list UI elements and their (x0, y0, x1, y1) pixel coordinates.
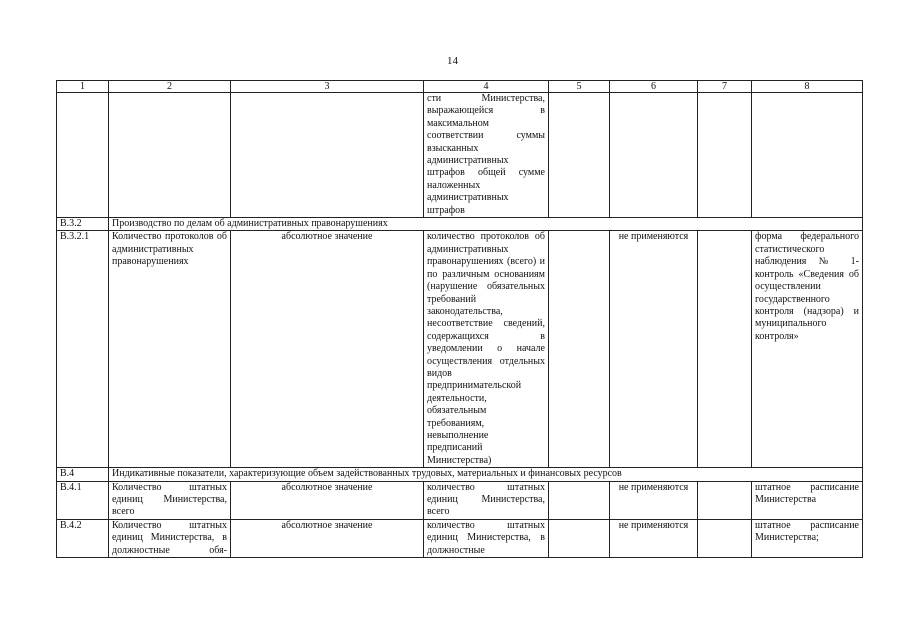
indicator-method-cell: сти Министерства, выражающейся в максимальном соответствии суммы взысканных административных штрафов общей сумме наложенных административных штрафов (424, 93, 549, 218)
indicator-type-cell: абсолютное значение (231, 481, 424, 519)
section-row (57, 218, 863, 231)
header-cell: 1 (57, 81, 109, 93)
row-code: В.3.2.1 (57, 231, 109, 468)
target-value-cell: не применяются (610, 519, 698, 557)
data-source-cell: форма федерального статистического наблюдения № 1-контроль «Сведения об осуществлении государственного контроля (надзора) и муниципального контроля» (752, 231, 863, 468)
indicator-method-cell: количество штатных единиц Министерства, всего (424, 481, 549, 519)
header-cell: 7 (698, 81, 752, 93)
table-row (57, 481, 863, 519)
header-cell: 5 (549, 81, 610, 93)
header-cell: 3 (231, 81, 424, 93)
section-title: Индикативные показатели, характеризующие объем задействованных трудовых, материальных и финансовых ресурсов (109, 468, 863, 481)
section-row (57, 468, 863, 481)
indicator-method-cell: количество протоколов об административных правонарушениях (всего) и по различным основаниям (нарушение обязательных требований законодательства, несоответствие сведений, содержащихся в уведомлении о начале осуществления отдельных видов предпринимательской деятельности, обязательным требованиям, невыполнение предписаний Министерства) (424, 231, 549, 468)
table-row (57, 231, 863, 468)
page-number: 14 (447, 55, 458, 67)
table-row (57, 519, 863, 557)
header-cell: 8 (752, 81, 863, 93)
row-code: В.4 (57, 468, 109, 481)
data-source-cell: штатное расписание Министерства; (752, 519, 863, 557)
indicator-name-cell: Количество штатных единиц Министерства, всего (109, 481, 231, 519)
indicator-name-cell: Количество штатных единиц Министерства, в должностные обя- (109, 519, 231, 557)
row-code: В.4.1 (57, 481, 109, 519)
header-cell: 4 (424, 81, 549, 93)
target-value-cell: не применяются (610, 231, 698, 468)
row-code: В.3.2 (57, 218, 109, 231)
data-source-cell: штатное расписание Министерства (752, 481, 863, 519)
indicator-type-cell: абсолютное значение (231, 231, 424, 468)
indicator-type-cell: абсолютное значение (231, 519, 424, 557)
header-row (57, 81, 863, 93)
header-cell: 6 (610, 81, 698, 93)
indicators-table (56, 80, 863, 558)
header-cell: 2 (109, 81, 231, 93)
indicator-name-cell: Количество протоколов об административных правонарушениях (109, 231, 231, 468)
section-title: Производство по делам об административных правонарушениях (109, 218, 863, 231)
table-row (57, 93, 863, 218)
indicator-method-cell: количество штатных единиц Министерства, в должностные (424, 519, 549, 557)
row-code: В.4.2 (57, 519, 109, 557)
target-value-cell: не применяются (610, 481, 698, 519)
